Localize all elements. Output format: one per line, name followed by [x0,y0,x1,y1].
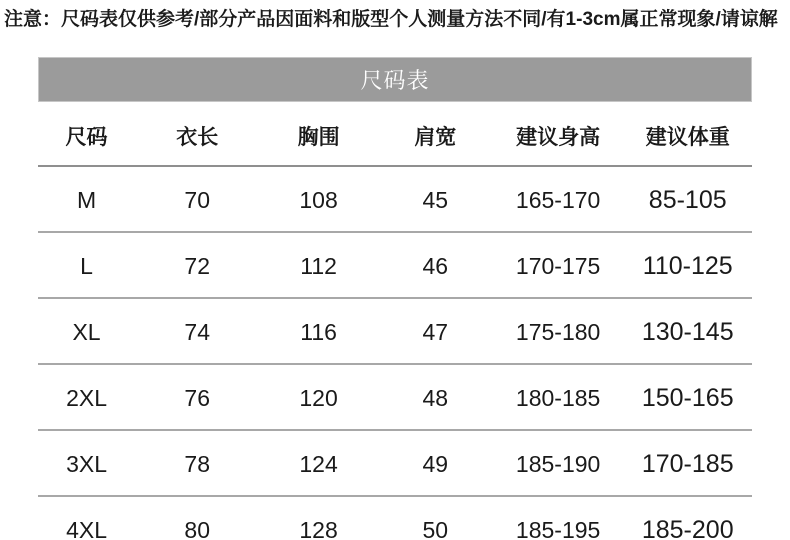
cell-chest: 108 [259,166,378,232]
cell-size: 3XL [38,430,135,496]
cell-chest: 128 [259,496,378,540]
cell-shoulder: 45 [378,166,493,232]
cell-height: 165-170 [493,166,624,232]
column-header-shoulder: 肩宽 [378,102,493,166]
cell-length: 72 [135,232,259,298]
table-row [38,166,752,232]
table-row [38,232,752,298]
notice-text: 注意：尺码表仅供参考/部分产品因面料和版型个人测量方法不同/有1-3cm属正常现象/请谅解 [4,9,778,30]
table-row [38,298,752,364]
cell-length: 78 [135,430,259,496]
cell-shoulder: 46 [378,232,493,298]
cell-chest: 124 [259,430,378,496]
cell-height: 185-195 [493,496,624,540]
size-table [38,102,752,540]
cell-chest: 112 [259,232,378,298]
cell-shoulder: 47 [378,298,493,364]
column-header-size: 尺码 [38,102,135,166]
cell-weight: 185-200 [623,496,752,540]
cell-length: 70 [135,166,259,232]
cell-weight: 110-125 [623,232,752,298]
cell-size: 2XL [38,364,135,430]
cell-length: 76 [135,364,259,430]
cell-weight: 85-105 [623,166,752,232]
table-row [38,496,752,540]
table-header-row [38,102,752,166]
cell-height: 180-185 [493,364,624,430]
cell-weight: 130-145 [623,298,752,364]
cell-weight: 150-165 [623,364,752,430]
cell-chest: 120 [259,364,378,430]
cell-shoulder: 50 [378,496,493,540]
column-header-height: 建议身高 [493,102,624,166]
size-chart-title-bar [38,57,752,102]
column-header-weight: 建议体重 [623,102,752,166]
table-row [38,364,752,430]
cell-chest: 116 [259,298,378,364]
cell-height: 170-175 [493,232,624,298]
cell-size: XL [38,298,135,364]
table-row [38,430,752,496]
cell-length: 74 [135,298,259,364]
cell-height: 175-180 [493,298,624,364]
cell-length: 80 [135,496,259,540]
column-header-chest: 胸围 [259,102,378,166]
cell-height: 185-190 [493,430,624,496]
size-chart-title: 尺码表 [360,68,430,93]
column-header-length: 衣长 [135,102,259,166]
cell-shoulder: 48 [378,364,493,430]
cell-size: M [38,166,135,232]
cell-size: 4XL [38,496,135,540]
cell-shoulder: 49 [378,430,493,496]
cell-weight: 170-185 [623,430,752,496]
cell-size: L [38,232,135,298]
